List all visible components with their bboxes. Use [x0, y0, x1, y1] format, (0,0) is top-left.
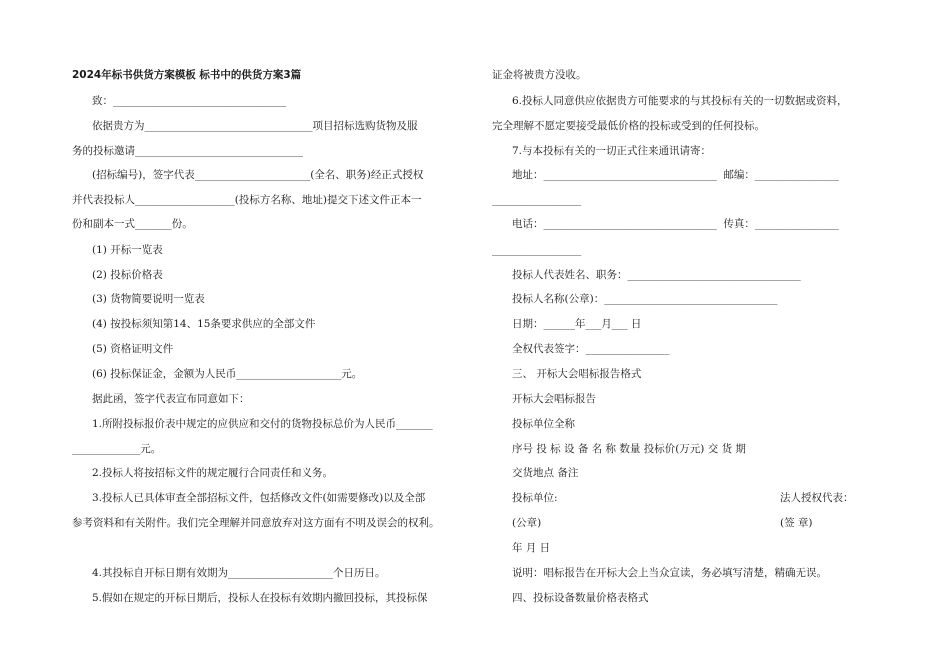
text-line: 法人授权代表：: [780, 492, 854, 504]
text-line: 开标大会唱标报告: [512, 393, 596, 405]
date-line: 年 月 日: [512, 542, 551, 554]
text-line: _____________元。: [72, 443, 162, 455]
text-line: 4.其投标自开标日期有效期为____________________个日历日。: [92, 567, 386, 579]
text-line: 5.假如在规定的开标日期后，投标人在投标有效期内撤回投标，其投标保: [92, 592, 428, 604]
text-line: 6.投标人同意供应依据贵方可能要求的与其投标有关的一切数据或资料，: [512, 95, 848, 107]
section-heading: 四、投标设备数量价格表格式: [512, 592, 649, 604]
text-line: 1.所附投标报价表中规定的应供应和交付的货物投标总价为人民币_______: [92, 418, 433, 430]
text-line: 完全理解不愿定要接受最低价格的投标或受到的任何投标。: [492, 120, 765, 132]
note-line: 说明：唱标报告在开标大会上当众宣读，务必填写清楚，精确无误。: [512, 567, 827, 579]
text-line: 份和副本一式_______份。: [72, 218, 193, 230]
list-item: (1) 开标一览表: [92, 244, 163, 256]
text-line: 2.投标人将按招标文件的规定履行合同责任和义务。: [92, 467, 334, 479]
text-line: 投标人名称(公章)：_________________________________: [512, 293, 778, 305]
list-item: (5) 资格证明文件: [92, 343, 174, 355]
date-line: 日期：______年___月___ 日: [512, 318, 642, 330]
text-line: _________________: [492, 194, 582, 206]
text-line: 7.与本投标有关的一切正式往来通讯请寄：: [512, 145, 712, 157]
text-line: 致：_________________________________: [92, 95, 287, 107]
text-line: _________________: [492, 244, 582, 256]
text-line: 参考资料和有关附件。我们完全理解并同意放弃对这方面有不明及误会的权利。: [72, 517, 440, 529]
signature-line: 全权代表签字：________________: [512, 343, 670, 355]
text-line: 证金将被贵方没收。: [492, 69, 587, 81]
list-item: (2) 投标价格表: [92, 269, 163, 281]
text-line: 投标单位全称: [512, 418, 575, 430]
text-line: 投标人代表姓名、职务：_________________________________: [512, 269, 801, 281]
table-header-line: 序号 投 标 设 备 名 称 数量 投标价(万元) 交 货 期: [512, 443, 746, 455]
phone-line: 电话：_________________________________ 传真：________________: [512, 218, 839, 230]
text-line: 并代表投标人___________________(投标方名称、地址)提交下述文件正本一: [72, 194, 422, 206]
text-line: (公章): [512, 517, 542, 529]
text-line: (招标编号)，签字代表______________________(全名、职务)经正式授权: [92, 169, 424, 181]
table-header-line: 交货地点 备注: [512, 467, 579, 479]
address-line: 地址：_________________________________ 邮编：________________: [512, 169, 839, 181]
text-line: 3.投标人已具体审查全部招标文件，包括修改文件(如需要修改)以及全部: [92, 492, 426, 504]
text-line: 依据贵方为________________________________项目招标选购货物及服: [92, 120, 418, 132]
text-line: 务的投标邀请________________________________: [72, 145, 303, 157]
text-line: 投标单位:: [512, 492, 558, 504]
list-item: (3) 货物简要说明一览表: [92, 293, 205, 305]
list-item: (6) 投标保证金，金额为人民币____________________元。: [92, 368, 363, 380]
document-title: 2024年标书供货方案模板 标书中的供货方案3篇: [72, 69, 302, 81]
list-item: (4) 按投标须知第14、15条要求供应的全部文件: [92, 318, 316, 330]
text-line: 据此函，签字代表宣布同意如下：: [92, 393, 250, 405]
text-line: (签 章): [780, 517, 813, 529]
section-heading: 三、 开标大会唱标报告格式: [512, 368, 642, 380]
